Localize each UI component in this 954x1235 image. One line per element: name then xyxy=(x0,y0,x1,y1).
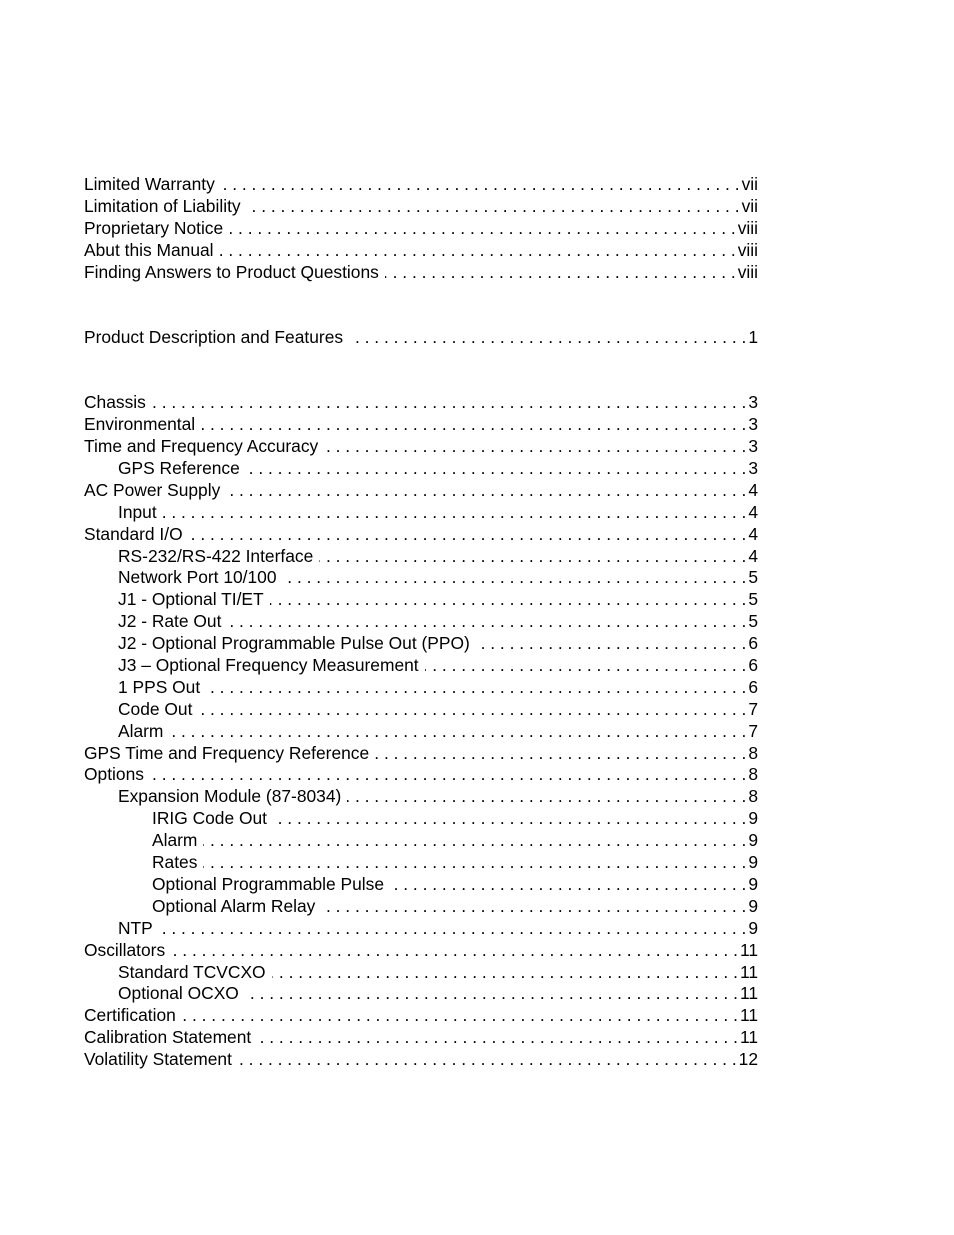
toc-entry-title: Proprietary Notice xyxy=(84,217,224,238)
toc-entry-title: Abut this Manual xyxy=(84,239,214,260)
toc-entry-title: Limited Warranty xyxy=(84,174,215,194)
toc-dot-leader xyxy=(220,240,736,262)
toc-dot-leader xyxy=(324,436,746,458)
toc-entry[interactable] xyxy=(84,392,758,414)
toc-entry-title: Standard TCVCXO xyxy=(118,961,266,982)
toc-entry-page-number: 9 xyxy=(748,895,758,916)
toc-entry-page-number: 9 xyxy=(748,917,758,938)
toc-entry-page-number: 9 xyxy=(748,852,758,873)
toc-entry-page-number: 5 xyxy=(748,589,758,610)
toc-entry-page-number: vii xyxy=(741,195,758,216)
toc-entry-title: IRIG Code Out xyxy=(152,808,268,829)
toc-dot-leader xyxy=(171,940,738,962)
toc-entry-title: AC Power Supply xyxy=(84,479,221,500)
toc-entry-page-number: 4 xyxy=(748,501,758,522)
toc-entry[interactable] xyxy=(84,458,758,480)
toc-entry-title: Product Description and Features xyxy=(84,327,344,348)
toc-entry[interactable] xyxy=(84,480,758,502)
toc-dot-leader xyxy=(375,743,746,765)
toc-entry-page-number: 11 xyxy=(739,1005,758,1026)
toc-entry-title: GPS Time and Frequency Reference xyxy=(84,742,370,763)
toc-dot-leader xyxy=(321,896,746,918)
toc-entry-title: Certification xyxy=(84,1005,176,1026)
toc-entry-page-number: 11 xyxy=(739,1027,758,1048)
toc-entry[interactable] xyxy=(84,786,758,808)
toc-dot-leader xyxy=(226,480,746,502)
toc-entry-title: Options xyxy=(84,764,144,785)
toc-entry-title: Optional Alarm Relay xyxy=(152,895,316,916)
toc-entry-title: Input xyxy=(118,501,157,522)
toc-dot-leader xyxy=(270,589,747,611)
toc-entry[interactable] xyxy=(84,436,758,458)
toc-entry[interactable] xyxy=(84,874,758,896)
toc-entry[interactable] xyxy=(84,524,758,546)
toc-dot-leader xyxy=(159,918,747,940)
toc-dot-leader xyxy=(229,218,736,240)
toc-entry[interactable] xyxy=(84,633,758,655)
toc-entry-title: Volatility Statement xyxy=(84,1049,232,1070)
toc-entry[interactable] xyxy=(84,983,758,1005)
toc-entry-title: J1 - Optional TI/ET xyxy=(118,589,264,610)
toc-entry-page-number: 6 xyxy=(748,633,758,654)
toc-entry[interactable] xyxy=(84,414,758,436)
toc-entry-title: Alarm xyxy=(152,830,198,851)
toc-dot-leader xyxy=(273,808,746,830)
toc-dot-leader xyxy=(163,502,747,524)
toc-entry[interactable] xyxy=(84,1049,758,1071)
toc-entry[interactable] xyxy=(84,196,758,218)
toc-entry-title: Oscillators xyxy=(84,939,166,960)
toc-dot-leader xyxy=(257,1027,738,1049)
toc-entry[interactable] xyxy=(84,699,758,721)
toc-entry-page-number: 1 xyxy=(748,327,758,348)
toc-entry-page-number: 7 xyxy=(748,720,758,741)
toc-entry[interactable] xyxy=(84,502,758,524)
toc-entry-title: Network Port 10/100 xyxy=(118,567,277,588)
toc-entry[interactable] xyxy=(84,721,758,743)
toc-entry-title: RS-232/RS-422 Interface xyxy=(118,545,314,566)
toc-entry[interactable] xyxy=(84,852,758,874)
toc-group xyxy=(84,327,758,349)
toc-dot-leader xyxy=(385,262,736,284)
toc-entry-page-number: 4 xyxy=(748,545,758,566)
toc-entry[interactable] xyxy=(84,962,758,984)
toc-entry-page-number: 8 xyxy=(748,742,758,763)
toc-dot-leader xyxy=(203,830,746,852)
toc-dot-leader xyxy=(272,962,738,984)
toc-dot-leader xyxy=(246,458,747,480)
toc-dot-leader xyxy=(425,655,747,677)
toc-dot-leader xyxy=(189,524,747,546)
toc-entry-title: Code Out xyxy=(118,698,193,719)
toc-entry-page-number: 9 xyxy=(748,830,758,851)
toc-entry[interactable] xyxy=(84,764,758,786)
toc-entry[interactable] xyxy=(84,611,758,633)
toc-entry-page-number: 3 xyxy=(748,392,758,413)
toc-entry-title: Rates xyxy=(152,852,198,873)
toc-dot-leader xyxy=(245,983,738,1005)
toc-entry-page-number: 3 xyxy=(748,436,758,457)
toc-entry-page-number: 5 xyxy=(748,567,758,588)
toc-entry-page-number: 6 xyxy=(748,655,758,676)
toc-entry-page-number: 8 xyxy=(748,786,758,807)
toc-entry-page-number: vii xyxy=(741,174,758,194)
toc-entry[interactable] xyxy=(84,830,758,852)
toc-entry-page-number: viii xyxy=(737,217,758,238)
toc-entry-title: Optional Programmable Pulse xyxy=(152,873,384,894)
toc-dot-leader xyxy=(152,392,746,414)
toc-entry-title: J2 - Optional Programmable Pulse Out (PPO) xyxy=(118,633,470,654)
toc-dot-leader xyxy=(283,567,747,589)
toc-dot-leader xyxy=(247,196,740,218)
toc-dot-leader xyxy=(476,633,747,655)
toc-dot-leader xyxy=(390,874,746,896)
toc-entry[interactable] xyxy=(84,327,758,349)
toc-entry-page-number: 7 xyxy=(748,698,758,719)
toc-entry-title: J2 - Rate Out xyxy=(118,611,222,632)
toc-entry-page-number: 11 xyxy=(739,961,758,982)
toc-entry-page-number: 11 xyxy=(739,983,758,1004)
toc-entry[interactable] xyxy=(84,677,758,699)
toc-entry[interactable] xyxy=(84,918,758,940)
toc-dot-leader xyxy=(319,546,746,568)
toc-entry-title: Environmental xyxy=(84,414,196,435)
toc-entry-title: NTP xyxy=(118,917,153,938)
toc-entry-title: J3 – Optional Frequency Measurement xyxy=(118,655,419,676)
toc-entry-page-number: 3 xyxy=(748,458,758,479)
toc-dot-leader xyxy=(169,721,746,743)
toc-entry-page-number: viii xyxy=(737,239,758,260)
toc-entry[interactable] xyxy=(84,174,758,196)
toc-entry-title: GPS Reference xyxy=(118,458,240,479)
toc-entry-page-number: 9 xyxy=(748,873,758,894)
toc-entry-page-number: 9 xyxy=(748,808,758,829)
toc-entry-title: Calibration Statement xyxy=(84,1027,252,1048)
toc-entry-page-number: 12 xyxy=(738,1049,758,1070)
toc-entry[interactable] xyxy=(84,940,758,962)
toc-dot-leader xyxy=(201,414,746,436)
toc-group xyxy=(84,392,758,1071)
toc-dot-leader xyxy=(227,611,746,633)
toc-entry[interactable] xyxy=(84,808,758,830)
toc-entry-title: Alarm xyxy=(118,720,164,741)
toc-entry-page-number: 6 xyxy=(748,676,758,697)
toc-entry-title: Limitation of Liability xyxy=(84,195,241,216)
table-of-contents xyxy=(84,174,758,1071)
toc-dot-leader xyxy=(238,1049,737,1071)
toc-dot-leader xyxy=(206,677,746,699)
toc-dot-leader xyxy=(150,764,746,786)
toc-entry-page-number: 4 xyxy=(748,523,758,544)
toc-dot-leader xyxy=(347,786,746,808)
toc-entry[interactable] xyxy=(84,218,758,240)
toc-entry[interactable] xyxy=(84,1027,758,1049)
toc-entry-page-number: 4 xyxy=(748,479,758,500)
toc-entry-title: Finding Answers to Product Questions xyxy=(84,261,379,282)
toc-entry[interactable] xyxy=(84,546,758,568)
toc-entry[interactable] xyxy=(84,567,758,589)
toc-entry-title: Chassis xyxy=(84,392,146,413)
toc-dot-leader xyxy=(221,174,740,196)
toc-entry-page-number: viii xyxy=(737,261,758,282)
toc-entry[interactable] xyxy=(84,655,758,677)
toc-entry[interactable] xyxy=(84,262,758,284)
toc-entry-page-number: 11 xyxy=(739,939,758,960)
toc-dot-leader xyxy=(198,699,746,721)
toc-dot-leader xyxy=(182,1005,738,1027)
toc-entry-page-number: 3 xyxy=(748,414,758,435)
toc-dot-leader xyxy=(203,852,746,874)
toc-dot-leader xyxy=(349,327,746,349)
toc-entry-page-number: 8 xyxy=(748,764,758,785)
toc-entry[interactable] xyxy=(84,896,758,918)
toc-entry[interactable] xyxy=(84,1005,758,1027)
toc-entry[interactable] xyxy=(84,589,758,611)
toc-entry-title: Expansion Module (87-8034) xyxy=(118,786,342,807)
toc-entry-title: Optional OCXO xyxy=(118,983,239,1004)
toc-entry[interactable] xyxy=(84,240,758,262)
toc-entry-title: 1 PPS Out xyxy=(118,676,201,697)
toc-entry-title: Standard I/O xyxy=(84,523,183,544)
toc-group xyxy=(84,174,758,283)
toc-entry-title: Time and Frequency Accuracy xyxy=(84,436,319,457)
toc-entry[interactable] xyxy=(84,743,758,765)
toc-entry-page-number: 5 xyxy=(748,611,758,632)
